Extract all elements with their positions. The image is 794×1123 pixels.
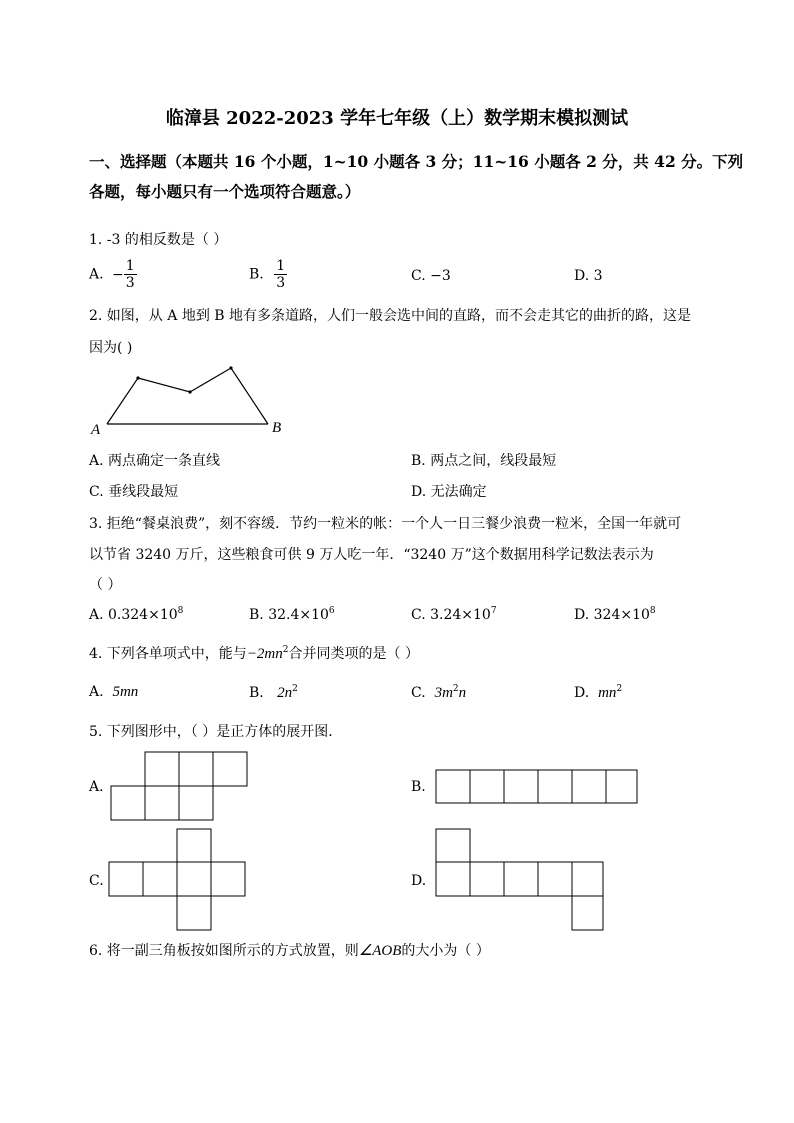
q6-stem-prefix: 6. 将一副三角板按如图所示的方式放置，则 [89,943,359,959]
q5-stem: 5. 下列图形中，（ ）是正方体的展开图． [89,724,343,740]
q3-option-d-exponent: 8 [649,606,656,616]
q5-option-d-label: D. [411,873,427,889]
q2-option-a: A. 两点确定一条直线 [89,453,221,469]
q2-option-c: C. 垂线段最短 [89,484,179,500]
net-cell [504,862,538,896]
q2-option-d: D. 无法确定 [411,484,487,500]
section-heading-line1: 一、选择题（本题共 16 个小题，1~10 小题各 3 分；11~16 小题各 2 分，共 42 分。下列 [89,152,744,171]
q4-stem-exponent: 2 [282,645,289,655]
q3-option-a-exponent: 8 [177,606,184,616]
q1-option-a-numerator: 1 [125,258,135,274]
q2-point-b-label: B [272,420,282,436]
q1-option-a-label: A. [89,266,104,283]
net-cell [436,862,470,896]
q5-option-c-label: C. [89,873,104,889]
q4-option-c-expression-part2: n [458,685,467,701]
q5-option-b-label: B. [411,779,426,795]
q4-stem-prefix: 4. 下列各单项式中，能与 [89,646,247,662]
q4-option-d-expression: mn [598,685,617,701]
q1-option-b-denominator: 3 [276,275,286,291]
net-cell [538,862,572,896]
q1-option-a-sign: − [112,266,124,283]
q1-option-c: C. −3 [411,268,451,284]
q4-option-b-expression: 2n [277,685,293,701]
q3-option-b-text: B. 32.4×10 [249,607,329,623]
q1-option-d: D. 3 [574,268,603,284]
q3-stem-line2: 以节省 3240 万斤，这些粮食可供 9 万人吃一年．“3240 万”这个数据用科学记数法表示为 [89,547,654,563]
net-cell [470,862,504,896]
q2-point-a-label: A [91,422,101,438]
q3-stem-line3: （ ） [89,577,122,593]
q5-option-a-label: A. [89,779,104,795]
q4-option-a-expression: 5mn [112,684,139,700]
q2-stem-line2: 因为( ) [89,340,133,356]
q3-option-a-text: A. 0.324×10 [89,607,178,623]
q1-stem: 1. -3 的相反数是（ ） [89,232,228,248]
q4-option-b-label: B. [249,685,264,701]
net-cell [572,896,603,930]
q6-stem [89,940,490,960]
section-heading-line2: 各题，每小题只有一个选项符合题意。） [89,182,361,201]
q4-stem-suffix: 合并同类项的是（ ） [288,646,419,662]
q3-option-c-exponent: 7 [490,606,497,616]
q4-option-c-exponent: 2 [452,684,459,694]
q6-stem-expression: ∠AOB [358,943,402,959]
q4-option-c-label: C. [411,685,426,701]
q2-option-b: B. 两点之间，线段最短 [411,453,557,469]
q6-stem-suffix: 的大小为（ ） [401,943,490,959]
page-title: 临漳县 2022-2023 学年七年级（上）数学期末模拟测试 [165,108,629,129]
q4-option-d-exponent: 2 [616,684,623,694]
net-cell [572,862,603,896]
q2-stem-line1: 2. 如图，从 A 地到 B 地有多条道路，人们一般会选中间的直路，而不会走其它的曲折的路，这是 [89,308,692,324]
net-cell [436,829,470,862]
q3-option-d-text: D. 324×10 [574,607,650,623]
q3-option-b-exponent: 6 [328,606,335,616]
q3-stem-line1: 3. 拒绝“餐桌浪费”，刻不容缓．节约一粒米的帐：一个人一日三餐少浪费一粒米，全国一年就可 [89,516,682,532]
q3-option-c-text: C. 3.24×10 [411,607,491,623]
q4-stem-expression: −2mn [246,646,283,662]
q4-option-d-label: D. [574,685,590,701]
q4-option-a-label: A. [89,684,104,700]
q1-option-a-denominator: 3 [125,275,135,291]
q4-option-c-expression-part1: 3m [434,685,453,701]
q4-option-b-exponent: 2 [292,684,298,694]
q1-option-b-label: B. [249,266,264,283]
q1-option-b-numerator: 1 [276,258,286,274]
